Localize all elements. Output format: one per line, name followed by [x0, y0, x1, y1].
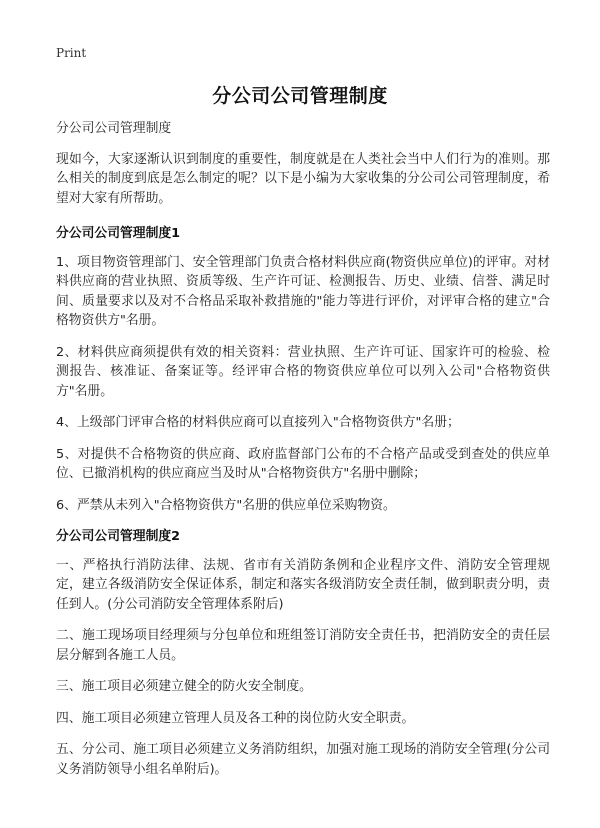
section-2: [56, 527, 550, 779]
list-item: 1、项目物资管理部门、安全管理部门负责合格材料供应商(物资供应单位)的评审。对材料供应商的营业执照、资质等级、生产许可证、检测报告、历史、业绩、信誉、满足时间、质量要求以及对不合格品采取补救措施的"能力等进行评价，对评审合格的建立"合格物资供方"名册。: [56, 254, 550, 328]
list-item: 二、施工现场项目经理须与分包单位和班组签订消防安全责任书，把消防安全的责任层层分解到各施工人员。: [56, 628, 550, 663]
list-item: 五、分公司、施工项目必须建立义务消防组织，加强对施工现场的消防安全管理(分公司义务消防领导小组名单附后)。: [56, 742, 550, 777]
list-item: 4、上级部门评审合格的材料供应商可以直接列入"合格物资供方"名册；: [56, 415, 460, 430]
page-title: 分公司公司管理制度: [212, 85, 388, 107]
section-heading: 分公司公司管理制度2: [56, 529, 181, 544]
list-item: 一、严格执行消防法律、法规、省市有关消防条例和企业程序文件、消防安全管理规定，建立各级消防安全保证体系，制定和落实各级消防安全责任制，做到职责分明，责任到人。(分公司消防安全管理体系附后): [56, 557, 550, 612]
list-item: 5、对提供不合格物资的供应商、政府监督部门公布的不合格产品或受到查处的供应单位、已撤消机构的供应商应当及时从"合格物资供方"名册中删除；: [56, 446, 550, 481]
list-item: 2、材料供应商须提供有效的相关资料：营业执照、生产许可证、国家许可的检验、检测报告、核准证、备案证等。经评审合格的物资供应单位可以列入公司"合格物资供方"名册。: [56, 344, 550, 399]
list-item: 四、施工项目必须建立管理人员及各工种的岗位防火安全职责。: [56, 710, 415, 726]
list-item: 三、施工项目必须建立健全的防火安全制度。: [56, 679, 312, 694]
section-1: [56, 224, 550, 515]
section-heading: 分公司公司管理制度1: [56, 226, 181, 241]
print-link[interactable]: Print: [56, 46, 87, 60]
document-body: [56, 119, 550, 791]
document-subtitle: 分公司公司管理制度: [56, 121, 172, 136]
intro-paragraph: 现如今，大家逐渐认识到制度的重要性，制度就是在人类社会当中人们行为的准则。那么相关的制度到底是怎么制定的呢？以下是小编为大家收集的分公司公司管理制度，希望对大家有所帮助。: [56, 151, 550, 206]
list-item: 6、严禁从未列入"合格物资供方"名册的供应单位采购物资。: [56, 497, 396, 513]
